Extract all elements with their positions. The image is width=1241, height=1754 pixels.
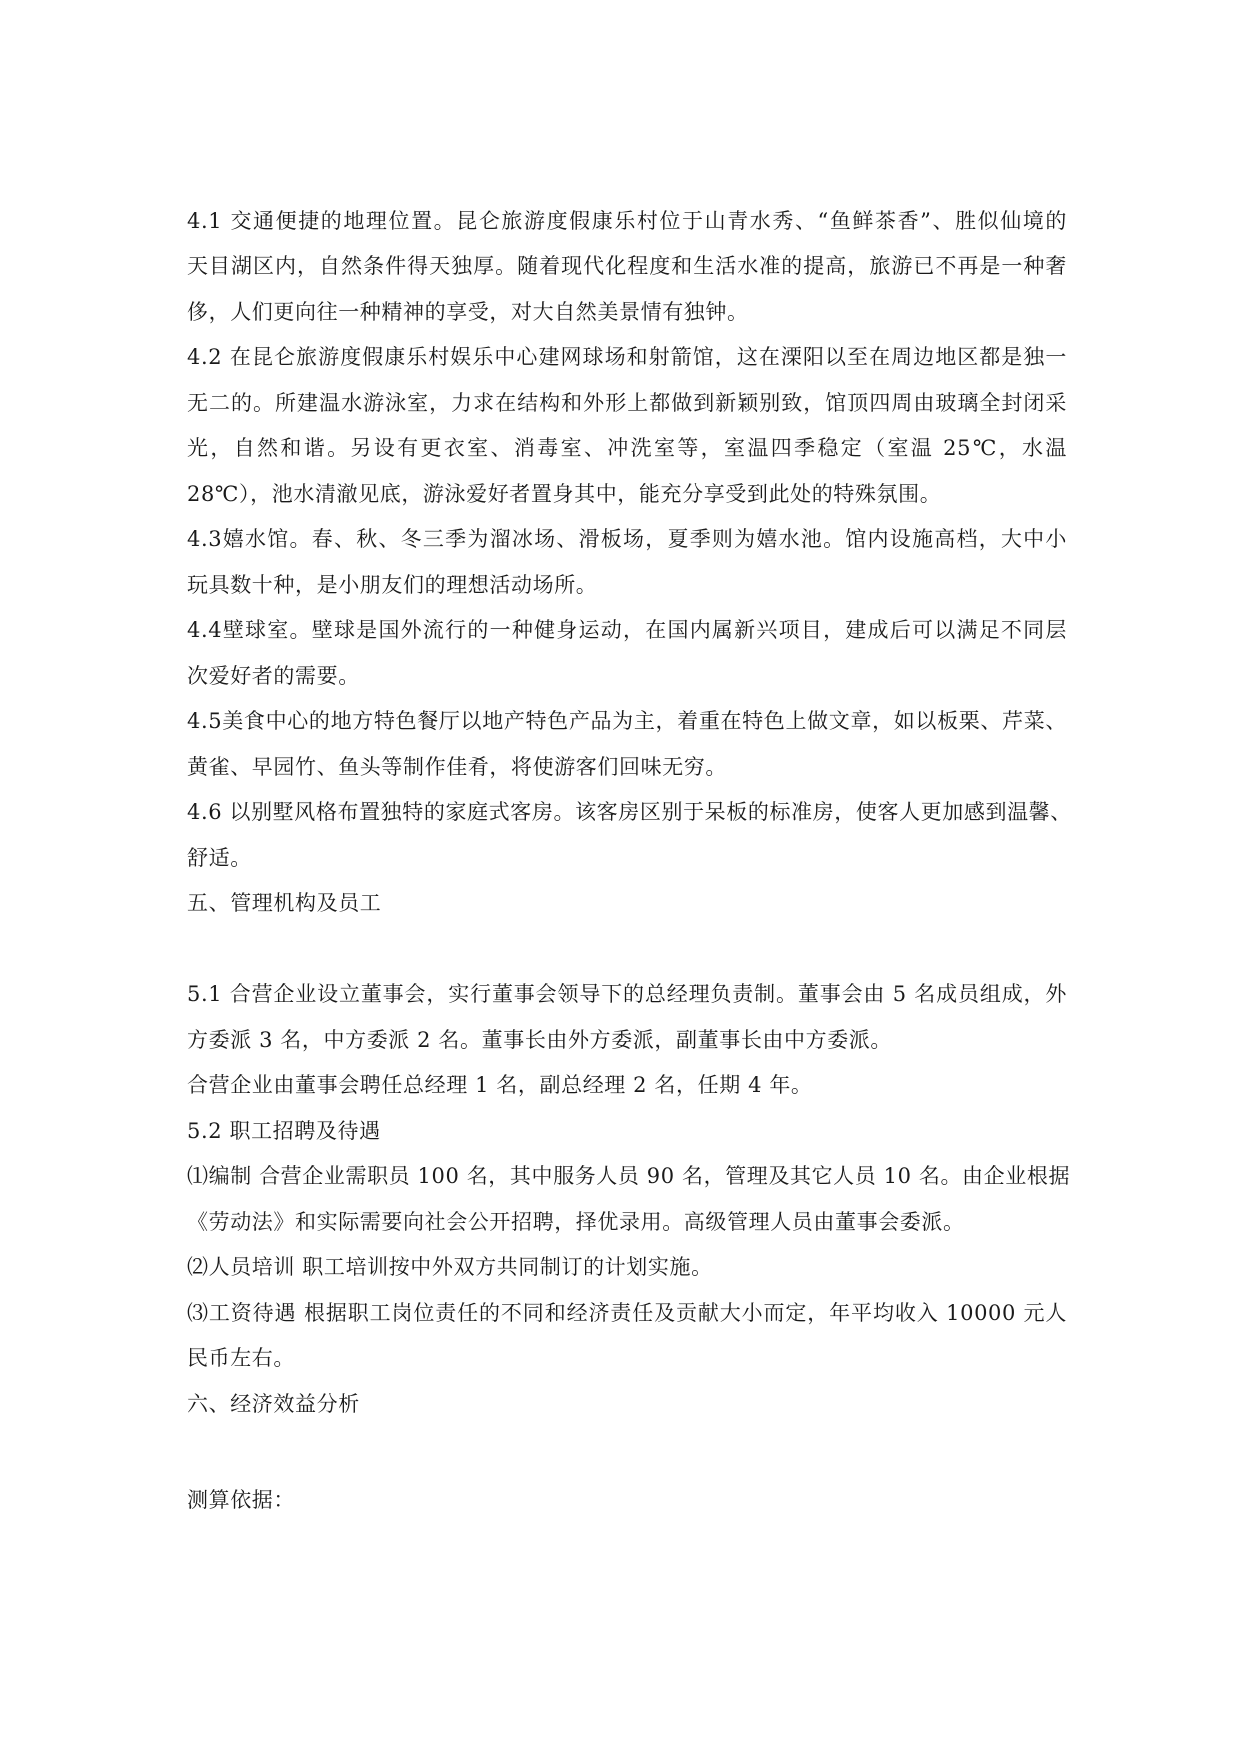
paragraph-line: 天目湖区内，自然条件得天独厚。随着现代化程度和生活水准的提高，旅游已不再是一种奢 [187, 254, 1067, 278]
paragraph-line: 4.6 以别墅风格布置独特的家庭式客房。该客房区别于呆板的标准房，使客人更加感到温馨、 [187, 800, 1072, 824]
section-heading: 六、经济效益分析 [187, 1392, 360, 1416]
subsection-heading: 5.2 职工招聘及待遇 [187, 1119, 381, 1143]
paragraph-line: 4.2 在昆仑旅游度假康乐村娱乐中心建网球场和射箭馆，这在溧阳以至在周边地区都是独一 [187, 345, 1067, 369]
paragraph-line: 侈，人们更向往一种精神的享受，对大自然美景情有独钟。 [187, 300, 749, 324]
paragraph-line: 光，自然和谐。另设有更衣室、消毒室、冲洗室等，室温四季稳定（室温 25℃，水温 [187, 436, 1067, 460]
paragraph-line: 4.1 交通便捷的地理位置。昆仑旅游度假康乐村位于山青水秀、“鱼鲜茶香”、胜似仙境的 [187, 209, 1067, 233]
paragraph-line: 4.4壁球室。壁球是国外流行的一种健身运动，在国内属新兴项目，建成后可以满足不同层 [187, 618, 1067, 642]
paragraph-line: ⑶工资待遇 根据职工岗位责任的不同和经济责任及贡献大小而定，年平均收入 10000 元人 [187, 1301, 1067, 1325]
paragraph-line: 次爱好者的需要。 [187, 664, 360, 688]
paragraph-line: 舒适。 [187, 846, 252, 870]
paragraph-line: 民币左右。 [187, 1346, 295, 1370]
paragraph-line: ⑴编制 合营企业需职员 100 名，其中服务人员 90 名，管理及其它人员 10 名。由企业根据 [187, 1164, 1071, 1188]
paragraph-line: 无二的。所建温水游泳室，力求在结构和外形上都做到新颖别致，馆顶四周由玻璃全封闭采 [187, 391, 1067, 415]
paragraph-line: 5.1 合营企业设立董事会，实行董事会领导下的总经理负责制。董事会由 5 名成员组成，外 [187, 982, 1067, 1006]
paragraph-line: 28℃），池水清澈见底，游泳爱好者置身其中，能充分享受到此处的特殊氛围。 [187, 482, 942, 506]
paragraph-line: 玩具数十种，是小朋友们的理想活动场所。 [187, 573, 598, 597]
paragraph-line: 4.3嬉水馆。春、秋、冬三季为溜冰场、滑板场，夏季则为嬉水池。馆内设施高档，大中小 [187, 527, 1067, 551]
paragraph-line: 4.5美食中心的地方特色餐厅以地产特色产品为主，着重在特色上做文章，如以板栗、芹菜、 [187, 709, 1067, 733]
paragraph-line: 测算依据： [187, 1488, 295, 1512]
paragraph-line: 合营企业由董事会聘任总经理 1 名，副总经理 2 名，任期 4 年。 [187, 1073, 813, 1097]
paragraph-line: 《劳动法》和实际需要向社会公开招聘，择优录用。高级管理人员由董事会委派。 [187, 1210, 965, 1234]
section-heading: 五、管理机构及员工 [187, 891, 382, 915]
paragraph-line: 黄雀、早园竹、鱼头等制作佳肴，将使游客们回味无穷。 [187, 755, 727, 779]
paragraph-line: 方委派 3 名，中方委派 2 名。董事长由外方委派，副董事长由中方委派。 [187, 1028, 893, 1052]
paragraph-line: ⑵人员培训 职工培训按中外双方共同制订的计划实施。 [187, 1255, 713, 1279]
